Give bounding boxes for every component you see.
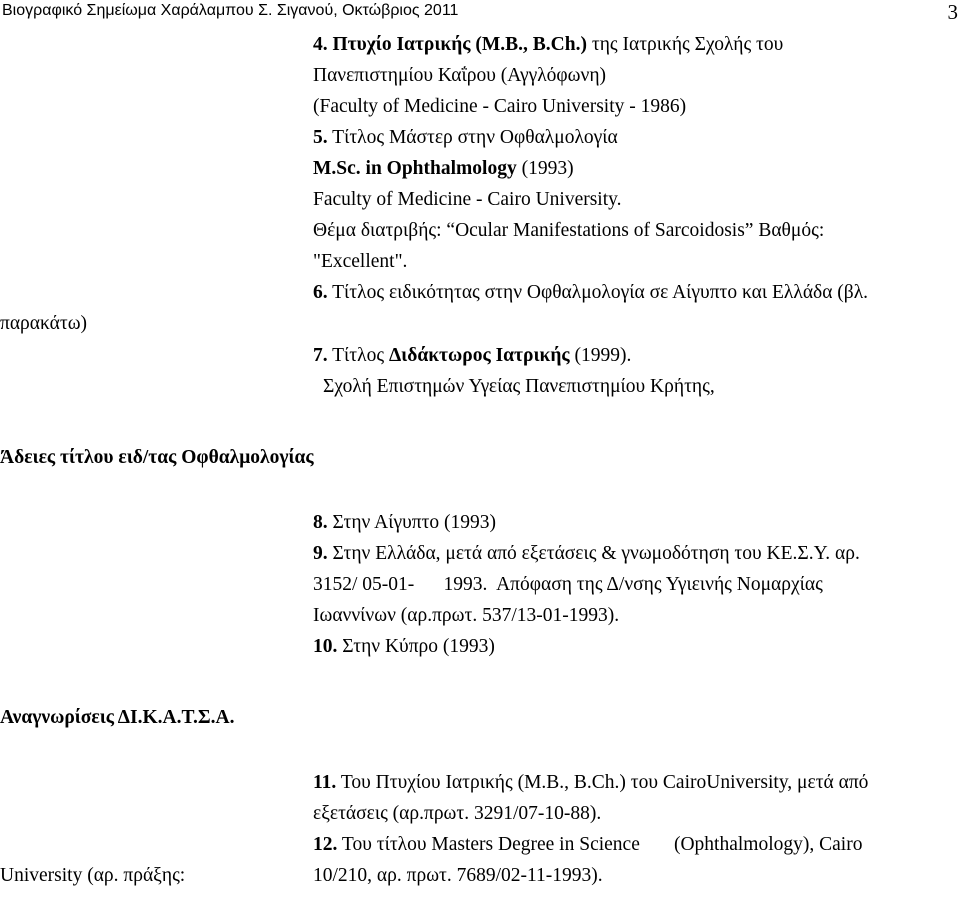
- page-number: 3: [947, 0, 958, 24]
- item-text: Τίτλος ειδικότητας στην Οφθαλμολογία σε Αίγυπτο και Ελλάδα (βλ.: [327, 282, 869, 303]
- item-12-continuation: University (αρ. πράξης:: [0, 865, 186, 886]
- item-number: 7.: [313, 345, 328, 366]
- item-4-line-3: (Faculty of Medicine - Cairo University - 1986): [313, 96, 687, 117]
- item-number: 12.: [313, 834, 338, 855]
- item-9-line-2: 3152/ 05-01- 1993. Απόφαση της Δ/νσης Υγιεινής Νομαρχίας: [313, 574, 823, 595]
- page-header: [0, 0, 960, 30]
- item-text: Στην Ελλάδα, μετά από εξετάσεις & γνωμοδότηση του ΚΕ.Σ.Υ. αρ.: [327, 543, 860, 564]
- section-heading-recognitions: Αναγνωρίσεις ΔΙ.Κ.Α.Τ.Σ.Α.: [0, 707, 235, 728]
- item-text: Στην Αίγυπτο (1993): [327, 512, 497, 533]
- item-4: [313, 33, 783, 57]
- item-5-line-3: Faculty of Medicine - Cairo University.: [313, 189, 622, 210]
- item-6: [313, 281, 868, 305]
- item-8: [313, 511, 496, 535]
- item-year: (1999).: [569, 345, 632, 366]
- item-5: [313, 126, 618, 150]
- degree-title: Πτυχίο Ιατρικής (M.B., B.Ch.): [332, 34, 587, 55]
- item-year: (1993): [516, 158, 574, 179]
- degree-title: Διδάκτωρος Ιατρικής: [388, 345, 570, 366]
- item-number: 10.: [313, 636, 338, 657]
- section-heading-licenses: Άδειες τίτλου ειδ/τας Οφθαλμολογίας: [0, 447, 314, 468]
- item-number: 4.: [313, 34, 328, 55]
- item-9-line-3: Ιωαννίνων (αρ.πρωτ. 537/13-01-1993).: [313, 605, 620, 626]
- item-11: [313, 771, 868, 795]
- item-4-line-2: Πανεπιστημίου Καΐρου (Αγγλόφωνη): [313, 65, 607, 86]
- item-text: Τίτλος Μάστερ στην Οφθαλμολογία: [332, 127, 618, 148]
- item-7-line-2: Σχολή Επιστημών Υγείας Πανεπιστημίου Κρήτης,: [323, 376, 715, 397]
- item-number: 9.: [313, 543, 328, 564]
- header-title: Βιογραφικό Σημείωμα Χαράλαμπου Σ. Σιγανού, Οκτώβριος 2011: [2, 2, 459, 19]
- item-7: [313, 344, 631, 368]
- item-text: Του τίτλου Masters Degree in Science (Ophthalmology), Cairo: [337, 834, 863, 855]
- item-12: [313, 833, 862, 857]
- item-5-line-2: [313, 157, 574, 181]
- item-text: Τίτλος: [327, 345, 389, 366]
- item-number: 6.: [313, 282, 328, 303]
- item-6-continuation: παρακάτω): [0, 313, 88, 334]
- item-number: 8.: [313, 512, 328, 533]
- item-11-line-2: εξετάσεις (αρ.πρωτ. 3291/07-10-88).: [313, 803, 602, 824]
- degree-title: M.Sc. in Ophthalmology: [313, 158, 517, 179]
- item-9: [313, 542, 860, 566]
- item-12-line-2: 10/210, αρ. πρωτ. 7689/02-11-1993).: [313, 865, 603, 886]
- item-10: [313, 635, 495, 659]
- item-text: της Ιατρικής Σχολής του: [586, 34, 784, 55]
- item-number: 5.: [313, 127, 328, 148]
- item-number: 11.: [313, 772, 337, 793]
- item-5-line-4: Θέμα διατριβής: “Ocular Manifestations of Sarcoidosis” Βαθμός:: [313, 220, 825, 241]
- item-text: Στην Κύπρο (1993): [337, 636, 495, 657]
- item-5-line-5: "Excellent".: [313, 251, 408, 272]
- item-text: Του Πτυχίου Ιατρικής (M.B., B.Ch.) του CairoUniversity, μετά από: [336, 772, 869, 793]
